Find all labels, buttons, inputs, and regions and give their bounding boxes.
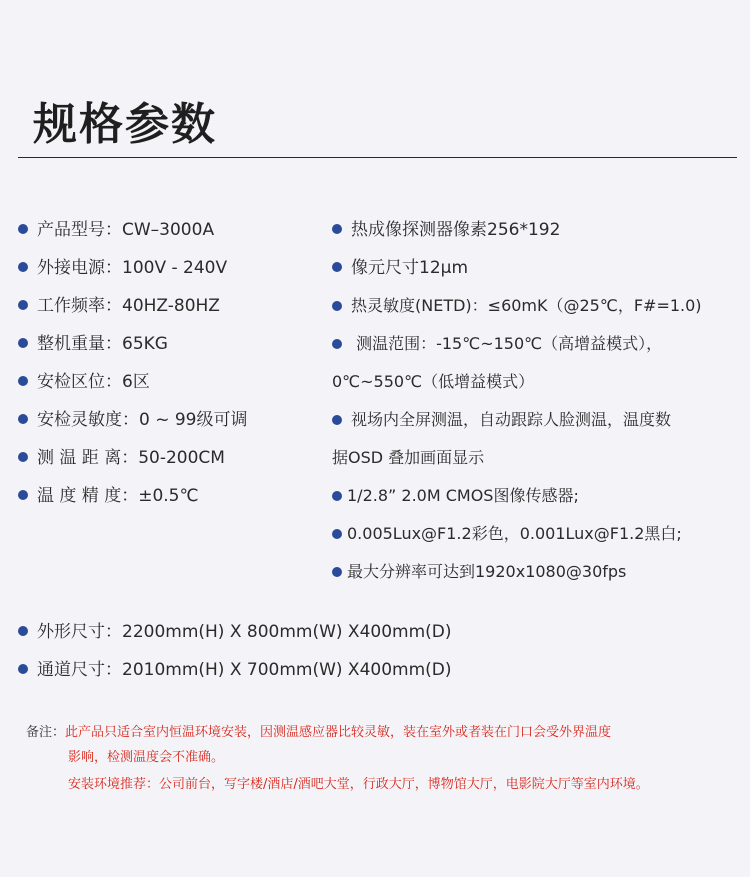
- spec-text: 最大分辨率可达到1920x1080@30fps: [347, 562, 627, 581]
- bullet-icon: [18, 414, 28, 424]
- spec-resolution: [332, 553, 626, 591]
- page-title: 规格参数: [33, 99, 217, 150]
- spec-text: 外形尺寸：2200mm(H) X 800mm(W) X400mm(D): [37, 622, 452, 642]
- title-divider: [18, 157, 737, 158]
- spec-text: 温 度 精 度：±0.5℃: [37, 486, 199, 506]
- spec-face-tracking: [332, 401, 671, 439]
- bullet-icon: [18, 452, 28, 462]
- spec-text: 产品型号：CW–3000A: [37, 220, 215, 240]
- spec-outer-dimensions: [18, 613, 452, 651]
- spec-pixel-size: [332, 249, 468, 287]
- bullet-icon: [18, 664, 28, 674]
- spec-text: 0.005Lux@F1.2彩色，0.001Lux@F1.2黑白;: [347, 524, 682, 543]
- spec-text: 通道尺寸：2010mm(H) X 700mm(W) X400mm(D): [37, 660, 452, 680]
- spec-lux: [332, 515, 682, 553]
- bullet-icon: [18, 376, 28, 386]
- spec-text: 整机重量：65KG: [37, 334, 168, 354]
- spec-power: [18, 249, 227, 287]
- bullet-icon: [332, 262, 342, 272]
- spec-text: 1/2.8” 2.0M CMOS图像传感器;: [347, 486, 579, 505]
- spec-sensor: [332, 477, 579, 515]
- spec-accuracy: [18, 477, 199, 515]
- spec-temp-range-cont: 0℃~550℃（低增益模式）: [332, 372, 535, 391]
- spec-netd: [332, 287, 702, 325]
- spec-text: 外接电源：100V - 240V: [37, 258, 228, 278]
- bullet-icon: [332, 415, 342, 425]
- bullet-icon: [332, 301, 342, 311]
- bullet-icon: [18, 626, 28, 636]
- note-line-1: [26, 721, 611, 745]
- bullet-icon: [18, 300, 28, 310]
- note-line-2: 影响，检测温度会不准确。: [68, 750, 225, 765]
- spec-weight: [18, 325, 168, 363]
- spec-thermal-pixels: [332, 211, 560, 249]
- spec-text: 热灵敏度(NETD)：≤60mK（@25℃，F#=1.0): [351, 296, 702, 315]
- spec-temp-range: [332, 325, 662, 363]
- bullet-icon: [332, 339, 342, 349]
- bullet-icon: [332, 567, 342, 577]
- spec-text: 视场内全屏测温，自动跟踪人脸测温，温度数: [351, 410, 672, 429]
- note-label: 备注：: [26, 725, 66, 740]
- note-line-3: 安装环境推荐：公司前台，写字楼/酒店/酒吧大堂，行政大厅，博物馆大厅，电影院大厅等室内环境。: [68, 777, 649, 792]
- spec-text: 安检区位：6区: [37, 372, 150, 392]
- spec-zones: [18, 363, 150, 401]
- spec-text: 测温范围：-15℃~150℃（高增益模式），: [351, 334, 663, 353]
- bullet-icon: [332, 529, 342, 539]
- spec-text: 像元尺寸12μm: [351, 258, 469, 278]
- spec-text: 安检灵敏度：0 ~ 99级可调: [37, 410, 248, 430]
- spec-text: 测 温 距 离：50-200CM: [37, 448, 225, 468]
- bullet-icon: [332, 491, 342, 501]
- bullet-icon: [18, 338, 28, 348]
- spec-face-tracking-cont: 据OSD 叠加画面显示: [332, 448, 485, 467]
- bullet-icon: [18, 224, 28, 234]
- spec-distance: [18, 439, 225, 477]
- spec-text: 热成像探测器像素256*192: [351, 220, 561, 240]
- spec-text: 工作频率：40HZ-80HZ: [37, 296, 220, 316]
- bullet-icon: [18, 262, 28, 272]
- spec-frequency: [18, 287, 220, 325]
- bullet-icon: [332, 224, 342, 234]
- spec-model: [18, 211, 214, 249]
- spec-channel-dimensions: [18, 651, 452, 689]
- bullet-icon: [18, 490, 28, 500]
- spec-sensitivity: [18, 401, 248, 439]
- note-text: 此产品只适合室内恒温环境安装，因测温感应器比较灵敏，装在室外或者装在门口会受外界温度: [65, 725, 612, 740]
